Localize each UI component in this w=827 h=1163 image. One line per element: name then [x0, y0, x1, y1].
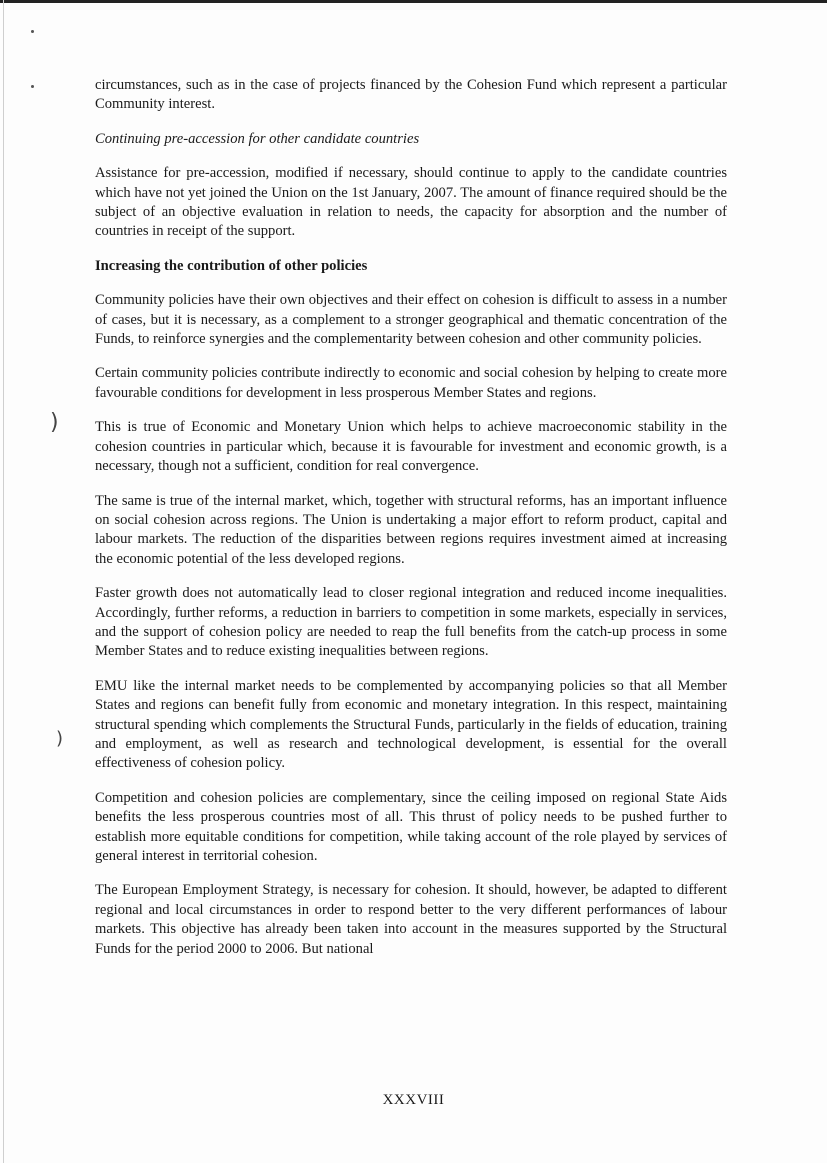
- scan-speck: [31, 30, 34, 33]
- margin-mark: ): [50, 410, 59, 435]
- body-paragraph: The European Employment Strategy, is necessary for cohesion. It should, however, be adapted to different regional and local circumstances in order to respond better to the very different performances of labour markets. This objective has already been taken into account in the measures supported by the Structural Funds for the period 2000 to 2006. But national: [95, 882, 727, 957]
- body-paragraph: circumstances, such as in the case of projects financed by the Cohesion Fund which represent a particular Community interest.: [95, 77, 727, 113]
- body-paragraph: Assistance for pre-accession, modified if necessary, should continue to apply to the candidate countries which have not yet joined the Union on the 1st January, 2007. The amount of finance required should be the subject of an objective evaluation in relation to needs, the capacity for absorption and the number of countries in receipt of the support.: [95, 165, 727, 240]
- page-number: XXXVIII: [382, 1092, 445, 1108]
- section-subheading: Continuing pre-accession for other candidate countries: [95, 130, 420, 147]
- body-paragraph: Community policies have their own objectives and their effect on cohesion is difficult to assess in a number of cases, but it is necessary, as a complement to a stronger geographical and thematic concentration of the Funds, to reinforce synergies and the complementarity between cohesion and other community policies.: [95, 292, 727, 348]
- top-border-line: [0, 0, 827, 3]
- scan-speck: [31, 85, 34, 88]
- body-paragraph: Certain community policies contribute indirectly to economic and social cohesion by helping to create more favourable conditions for development in less prosperous Member States and regions.: [95, 365, 727, 401]
- document-page: [95, 76, 727, 974]
- body-paragraph: The same is true of the internal market, which, together with structural reforms, has an important influence on social cohesion across regions. The Union is undertaking a major effort to reform product, capital and labour markets. The reduction of the disparities between regions requires investment aimed at increasing the economic potential of the less developed regions.: [95, 492, 727, 567]
- section-heading: Increasing the contribution of other policies: [95, 257, 368, 274]
- margin-mark: ): [56, 728, 64, 749]
- left-scan-edge: [3, 0, 4, 1163]
- body-paragraph: EMU like the internal market needs to be complemented by accompanying policies so that all Member States and regions can benefit fully from economic and monetary integration. In this respect, maintaining structural spending which complements the Structural Funds, particularly in the fields of education, training and employment, as well as research and technological development, is essential for the overall effectiveness of cohesion policy.: [95, 677, 727, 772]
- body-paragraph: Competition and cohesion policies are complementary, since the ceiling imposed on regional State Aids benefits the less prosperous countries most of all. This thrust of policy needs to be pushed further to establish more equitable conditions for competition, while taking account of the role played by services of general interest in territorial cohesion.: [95, 789, 727, 864]
- body-paragraph: This is true of Economic and Monetary Union which helps to achieve macroeconomic stability in the cohesion countries in particular which, because it is favourable for investment and economic growth, is a necessary, though not a sufficient, condition for real convergence.: [95, 419, 727, 475]
- body-paragraph: Faster growth does not automatically lead to closer regional integration and reduced income inequalities. Accordingly, further reforms, a reduction in barriers to competition in some markets, especially in services, and the support of cohesion policy are needed to reap the full benefits from the catch-up process in some Member States and to reduce existing inequalities between regions.: [95, 585, 727, 660]
